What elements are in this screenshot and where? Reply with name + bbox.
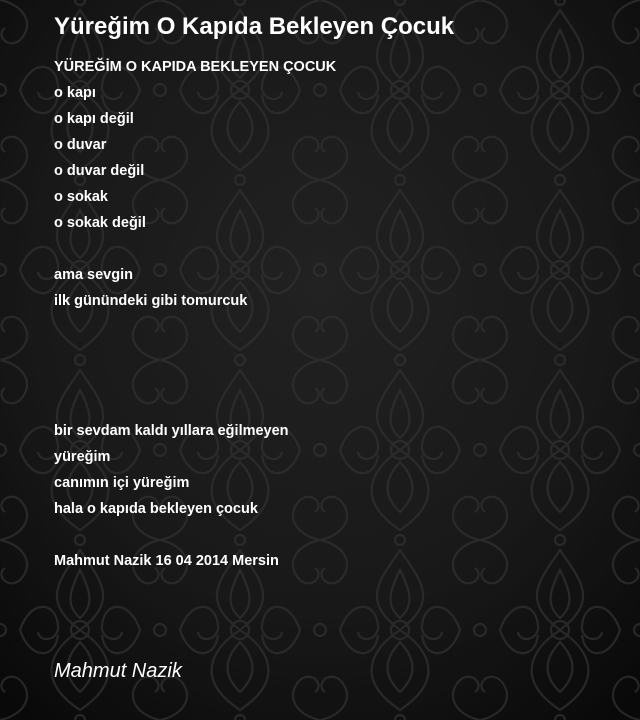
poem-line: [54, 236, 614, 262]
poem-line: [54, 392, 614, 418]
poem-author: Mahmut Nazik: [54, 660, 182, 682]
poem-line: o duvar: [54, 137, 107, 153]
poem-line: o kapı: [54, 85, 96, 101]
poem-line: hala o kapıda bekleyen çocuk: [54, 501, 258, 517]
poem-title: Yüreğim O Kapıda Bekleyen Çocuk: [54, 13, 455, 40]
poem-line: ilk günündeki gibi tomurcuk: [54, 293, 248, 309]
poem-line: o sokak: [54, 189, 108, 205]
poem-line: [54, 522, 614, 548]
poem-line: [54, 314, 614, 340]
poem-line: bir sevdam kaldı yıllara eğilmeyen: [54, 423, 289, 439]
poem-body: [54, 54, 614, 574]
poem-line: o duvar değil: [54, 163, 145, 179]
poem-line: Mahmut Nazik 16 04 2014 Mersin: [54, 553, 279, 569]
poem-line: YÜREĞİM O KAPIDA BEKLEYEN ÇOCUK: [54, 59, 337, 75]
poem-line: [54, 340, 614, 366]
poem-line: yüreğim: [54, 449, 111, 465]
poem-line: canımın içi yüreğim: [54, 475, 190, 491]
poem-line: o sokak değil: [54, 215, 146, 231]
poem-line: ama sevgin: [54, 267, 133, 283]
poem-line: [54, 366, 614, 392]
poem-line: o kapı değil: [54, 111, 134, 127]
